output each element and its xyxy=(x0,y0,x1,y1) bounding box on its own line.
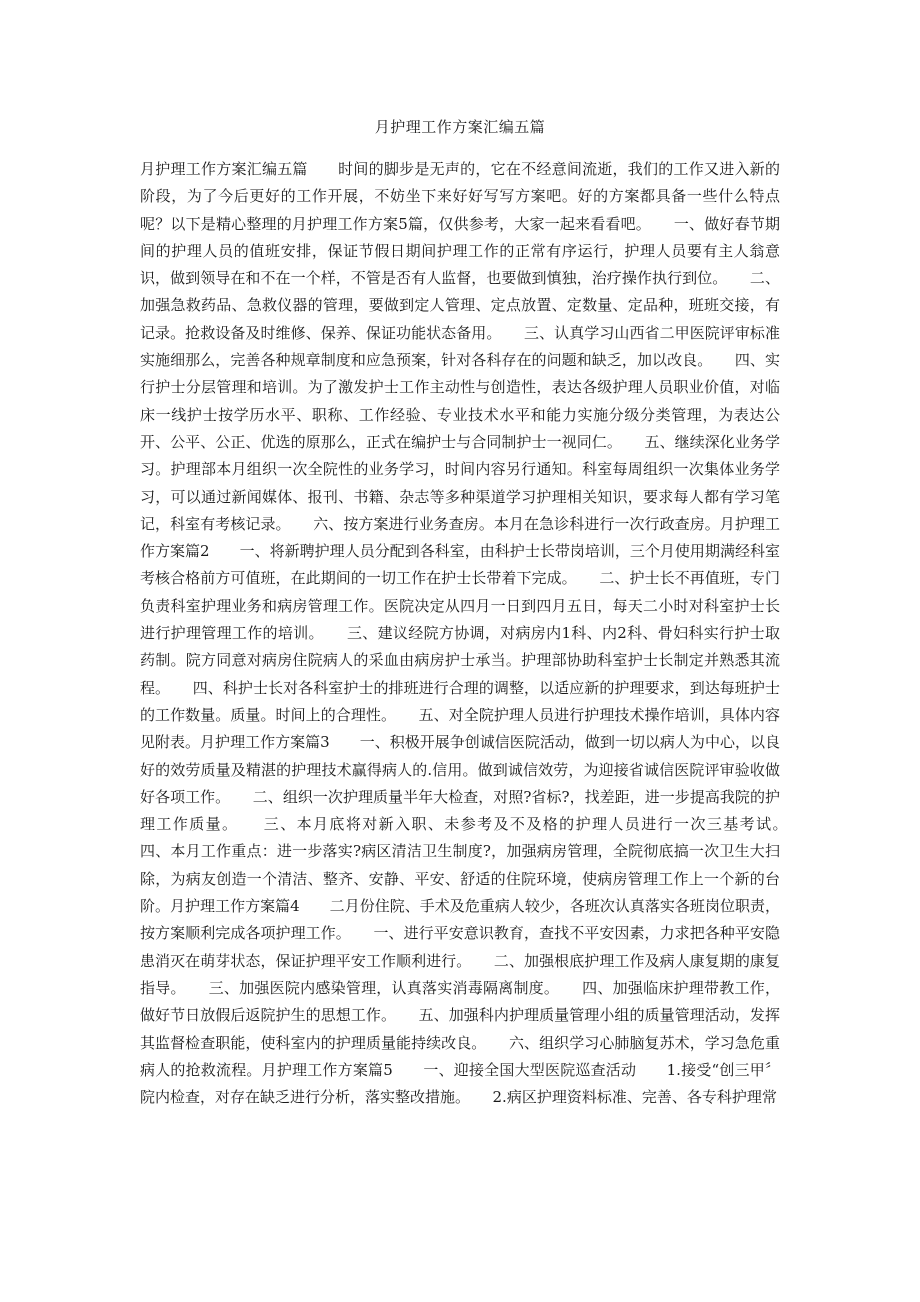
document-body-text: 月护理工作方案汇编五篇 时间的脚步是无声的，它在不经意间流逝，我们的工作又进入新的阶段，为了今后更好的工作开展，不妨坐下来好好写写方案吧。好的方案都具备一些什么特点呢？以下是精心整理的月护理工作方案5篇，仅供参考，大家一起来看看吧。 一、做好春节期间的护理人员的值班安排，保证节假日期间护理工作的正常有序运行，护理人员要有主人翁意识，做到领导在和不在一个样，不管是否有人监督，也要做到慎独，治疗操作执行到位。 二、加强急救药品、急救仪器的管理，要做到定人管理、定点放置、定数量、定品种，班班交接，有记录。抢救设备及时维修、保养、保证功能状态备用。 三、认真学习山西省二甲医院评审标准实施细那么，完善各种规章制度和应急预案，针对各科存在的问题和缺乏，加以改良。 四、实行护士分层管理和培训。为了激发护士工作主动性与创造性，表达各级护理人员职业价值，对临床一线护士按学历水平、职称、工作经验、专业技术水平和能力实施分级分类管理，为表达公开、公平、公正、优选的原那么，正式在编护士与合同制护士一视同仁。 五、继续深化业务学习。护理部本月组织一次全院性的业务学习，时间内容另行通知。科室每周组织一次集体业务学习，可以通过新闻媒体、报刊、书籍、杂志等多种渠道学习护理相关知识，要求每人都有学习笔记，科室有考核记录。 六、按方案进行业务查房。本月在急诊科进行一次行政查房。月护理工作方案篇2 一、将新聘护理人员分配到各科室，由科护士长带岗培训，三个月使用期满经科室考核合格前方可值班，在此期间的一切工作在护士长带着下完成。 二、护士长不再值班，专门负责科室护理业务和病房管理工作。医院决定从四月一日到四月五日，每天二小时对科室护士长进行护理管理工作的培训。 三、建议经院方协调，对病房内1科、内2科、骨妇科实行护士取药制。院方同意对病房住院病人的采血由病房护士承当。护理部协助科室护士长制定并熟悉其流程。 四、科护士长对各科室护士的排班进行合理的调整，以适应新的护理要求，到达每班护士的工作数量。质量。时间上的合理性。 五、对全院护理人员进行护理技术操作培训，具体内容见附表。月护理工作方案篇3 一、积极开展争创诚信医院活动，做到一切以病人为中心，以良好的效劳质量及精湛的护理技术赢得病人的.信用。做到诚信效劳，为迎接省诚信医院评审验收做好各项工作。 二、组织一次护理质量半年大检查，对照?省标?，找差距，进一步提高我院的护理工作质量。 三、本月底将对新入职、未参考及不及格的护理人员进行一次三基考试。 四、本月工作重点：进一步落实?病区清洁卫生制度?，加强病房管理，全院彻底搞一次卫生大扫除，为病友创造一个清洁、整齐、安静、平安、舒适的住院环境，使病房管理工作上一个新的台阶。月护理工作方案篇4 二月份住院、手术及危重病人较少，各班次认真落实各班岗位职责，按方案顺利完成各项护理工作。 一、进行平安意识教育，查找不平安因素，力求把各种平安隐患消灭在萌芽状态，保证护理平安工作顺利进行。 二、加强根底护理工作及病人康复期的康复指导。 三、加强医院内感染管理，认真落实消毒隔离制度。 四、加强临床护理带教工作，做好节日放假后返院护生的思想工作。 五、加强科内护理质量管理小组的质量管理活动，发挥其监督检查职能，使科室内的护理质量能持续改良。 六、组织学习心肺脑复苏术，学习急危重病人的抢救流程。月护理工作方案篇5 一、迎接全国大型医院巡查活动 1.接受“创三甲〞院内检查，对存在缺乏进行分析，落实整改措施。 2.病区护理资料标准、完善、各专科护理常 xyxy=(140,160,811,1107)
document-title: 月护理工作方案汇编五篇 xyxy=(374,118,546,136)
